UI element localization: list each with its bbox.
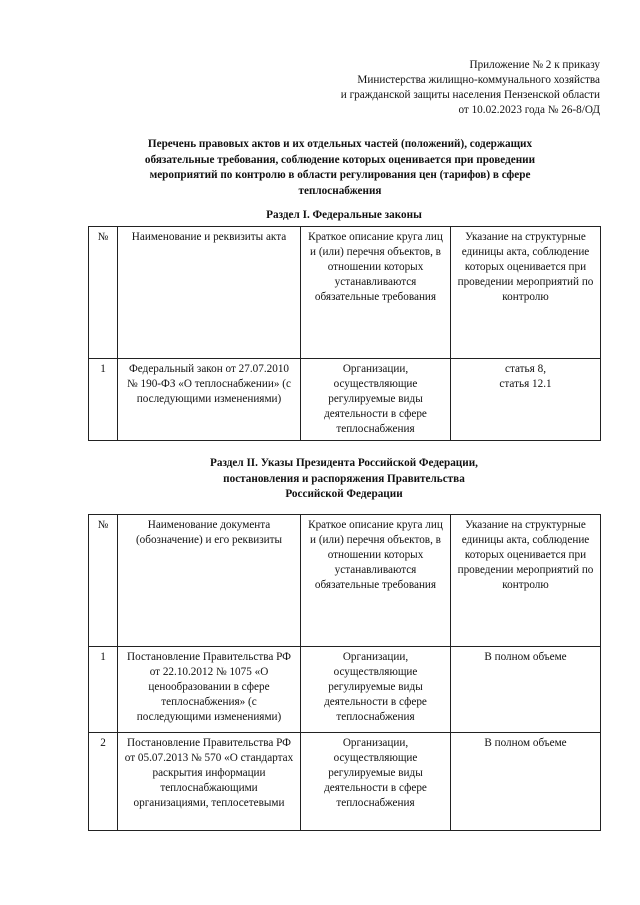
section-2-table [88, 514, 601, 831]
title-line: Перечень правовых актов и их отдельных частей (положений), содержащих [147, 138, 533, 150]
table-row [89, 733, 601, 831]
row-description: Организации, осуществляющие регулируемые виды деятельности в сфере теплоснабжения [301, 359, 451, 441]
row-description: Организации, осуществляющие регулируемые виды деятельности в сфере теплоснабжения [301, 733, 451, 831]
row-reference: В полном объеме [451, 647, 601, 733]
title-line: теплоснабжения [298, 184, 382, 197]
section-2-title-line: Российской Федерации [285, 488, 403, 500]
row-reference: В полном объеме [451, 733, 601, 831]
section-2-title-line: Раздел II. Указы Президента Российской Федерации, [210, 457, 478, 469]
appendix-line: от 10.02.2023 года № 26-8/ОД [458, 104, 600, 116]
table-row [89, 647, 601, 733]
table-row [89, 359, 601, 441]
reference-line: статья 12.1 [499, 378, 552, 390]
header-num: № [89, 227, 118, 359]
row-reference [451, 359, 601, 441]
header-reference: Указание на структурные единицы акта, соблюдение которых оценивается при проведении мероприятий по контролю [451, 227, 601, 359]
row-description: Организации, осуществляющие регулируемые виды деятельности в сфере теплоснабжения [301, 647, 451, 733]
row-num: 2 [89, 733, 118, 831]
header-description: Краткое описание круга лиц и (или) перечня объектов, в отношении которых устанавливаются обязательные требования [301, 227, 451, 359]
row-num: 1 [89, 647, 118, 733]
title-line: мероприятий по контролю в области регулирования цен (тарифов) в сфере [149, 169, 531, 181]
section-1-title: Раздел I. Федеральные законы [266, 209, 422, 221]
appendix-header [341, 58, 600, 118]
header-num: № [89, 515, 118, 647]
section-2-title-line: постановления и распоряжения Правительства [223, 472, 465, 485]
header-name: Наименование документа (обозначение) и его реквизиты [118, 515, 301, 647]
appendix-line: и гражданской защиты населения Пензенской области [340, 89, 600, 101]
header-name: Наименование и реквизиты акта [118, 227, 301, 359]
header-reference: Указание на структурные единицы акта, соблюдение которых оценивается при проведении мероприятий по контролю [451, 515, 601, 647]
reference-line: статья 8, [505, 363, 546, 375]
row-num: 1 [89, 359, 118, 441]
section-1-table [88, 226, 601, 441]
row-name: Постановление Правительства РФ от 05.07.2013 № 570 «О стандартах раскрытия информации теплоснабжающими организациями, теплосетевыми [118, 733, 301, 831]
row-name: Федеральный закон от 27.07.2010 № 190-ФЗ «О теплоснабжении» (с последующими изменениями) [118, 359, 301, 441]
table-header-row [89, 227, 601, 359]
table-header-row [89, 515, 601, 647]
title-line: обязательные требования, соблюдение которых оценивается при проведении [144, 153, 536, 166]
header-description: Краткое описание круга лиц и (или) перечня объектов, в отношении которых устанавливаются обязательные требования [301, 515, 451, 647]
section-2-title [88, 456, 600, 503]
appendix-line: Приложение № 2 к приказу [469, 59, 600, 71]
row-name: Постановление Правительства РФ от 22.10.2012 № 1075 «О ценообразовании в сфере теплоснабжения» (с последующими изменениями) [118, 647, 301, 733]
document-title [100, 137, 580, 199]
appendix-line: Министерства жилищно-коммунального хозяйства [357, 74, 600, 86]
